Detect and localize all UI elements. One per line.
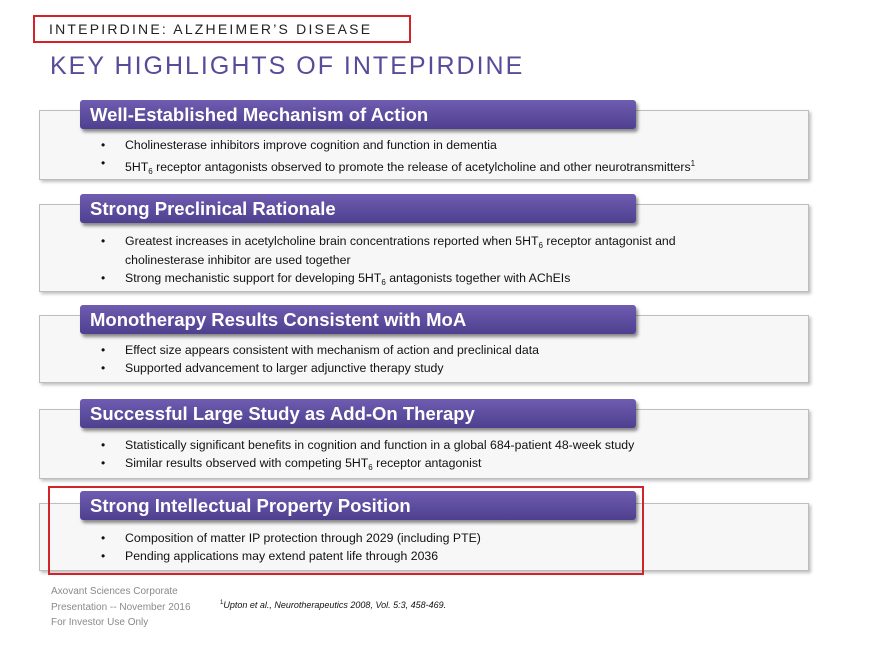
bullet-icon: • <box>101 271 106 285</box>
section-heading: Strong Intellectual Property Position <box>80 491 636 520</box>
section-add-on-study <box>39 399 809 479</box>
list-item: • Statistically significant benefits in cognition and function in a global 684-patient 48-week study <box>101 438 635 452</box>
section-heading: Successful Large Study as Add-On Therapy <box>80 399 636 428</box>
bullet-icon: • <box>101 549 106 563</box>
bullet-icon: • <box>101 234 106 248</box>
section-mechanism <box>39 100 809 180</box>
list-item: • Effect size appears consistent with mechanism of action and preclinical data <box>101 343 539 357</box>
list-item: • Strong mechanistic support for developing $5HT_6$ antagonists together with AChEIs <box>101 271 571 287</box>
bullet-icon: • <box>101 156 106 170</box>
list-item: • Supported advancement to larger adjunctive therapy study <box>101 361 444 375</box>
section-preclinical <box>39 194 809 292</box>
bullet-list <box>101 138 695 182</box>
highlight-box <box>48 486 644 575</box>
list-item: • $5HT_6$ receptor antagonists observed to promote the release of acetylcholine and other neurotransmitters$^1$ <box>101 156 696 176</box>
section-heading: Strong Preclinical Rationale <box>80 194 636 223</box>
bullet-list <box>101 234 676 293</box>
bullet-icon: • <box>101 343 106 357</box>
list-item: • Composition of matter IP protection through 2029 (including PTE) <box>101 531 481 545</box>
bullet-list <box>101 438 634 478</box>
footnote: $^1$Upton et al., Neurotherapeutics 2008, Vol. 5:3, 458-469. <box>220 600 447 610</box>
section-kicker <box>33 15 411 43</box>
page-title: KEY HIGHLIGHTS OF INTEPIRDINE <box>50 52 525 80</box>
section-heading: Well-Established Mechanism of Action <box>80 100 636 129</box>
section-heading: Monotherapy Results Consistent with MoA <box>80 305 636 334</box>
footnote-ref: 1 <box>690 159 696 168</box>
bullet-list <box>101 343 539 379</box>
bullet-icon: • <box>101 531 106 545</box>
list-item: • Pending applications may extend patent life through 2036 <box>101 549 439 563</box>
bullet-icon: • <box>101 361 106 375</box>
list-item: • Cholinesterase inhibitors improve cognition and function in dementia <box>101 138 497 152</box>
footer-disclaimer: Axovant Sciences Corporate Presentation -- November 2016 For Investor Use Only <box>51 586 191 628</box>
list-item: • Similar results observed with competing $5HT_6$ receptor antagonist <box>101 456 482 472</box>
bullet-icon: • <box>101 438 106 452</box>
kicker-text: INTEPIRDINE: ALZHEIMER’S DISEASE <box>49 21 373 37</box>
list-item: • Greatest increases in acetylcholine brain concentrations reported when $5HT_6$ receptor antagonist and cholinesterase inhibitor are used together <box>101 234 676 267</box>
bullet-icon: • <box>101 138 106 152</box>
section-monotherapy <box>39 305 809 383</box>
bullet-icon: • <box>101 456 106 470</box>
